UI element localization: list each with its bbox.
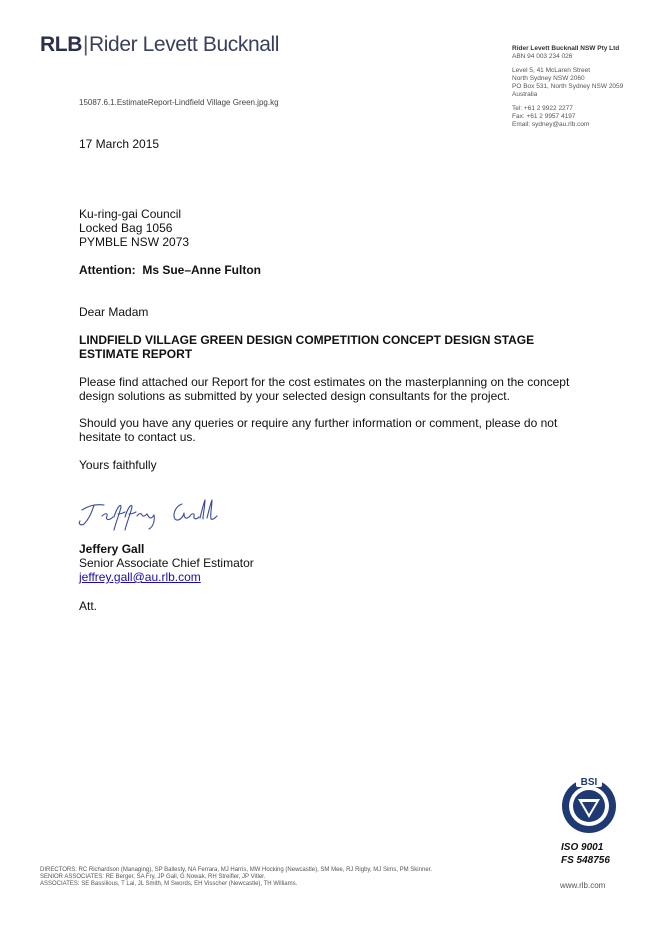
company-name: Rider Levett Bucknall NSW Pty Ltd (512, 45, 620, 52)
logo-separator: | (82, 33, 89, 56)
company-tel: Tel: +61 2 9922 2277 (512, 105, 573, 112)
company-logo (40, 33, 279, 57)
closing: Yours faithfully (79, 458, 157, 472)
address-line-2: North Sydney NSW 2060 (512, 75, 585, 82)
bsi-logo-text: BSI (580, 777, 598, 788)
attention-line: Attention: Ms Sue–Anne Fulton (79, 263, 261, 277)
paragraph-1 (79, 375, 569, 403)
subject-heading (79, 333, 534, 361)
signatory-title: Senior Associate Chief Estimator (79, 556, 254, 570)
handwritten-signature (74, 492, 224, 532)
logo-short: RLB (40, 33, 82, 56)
associates-line: ASSOCIATES: SE Bassilious, T Lai, JL Smith, M Swords, EH Visscher (Newcastle), TH Williams. (40, 881, 298, 887)
footer-directors (40, 867, 432, 888)
recipient-address (79, 207, 189, 249)
attachment-note: Att. (79, 599, 98, 613)
document-reference: 15087.6.1.EstimateReport-Lindfield Village Green.jpg.kg (79, 98, 279, 107)
paragraph-1-line-2: design solutions as submitted by your selected design consultants for the project. (79, 389, 510, 403)
paragraph-2 (79, 416, 557, 444)
company-abn: ABN 94 003 234 026 (512, 53, 573, 60)
recipient-line-1: Ku-ring-gai Council (79, 207, 182, 221)
logo-full: Rider Levett Bucknall (89, 33, 280, 56)
signatory-block (79, 542, 254, 584)
senior-associates-line: SENIOR ASSOCIATES: RE Berger, SA Fry, JP Gall, G Nowak, RH Streifler, JP Vitler. (40, 874, 266, 880)
bsi-certification-icon (558, 773, 620, 835)
company-email: Email: sydney@au.rlb.com (512, 121, 590, 128)
iso-line-2: FS 548756 (561, 855, 610, 866)
company-details (512, 45, 652, 129)
letter-date: 17 March 2015 (79, 137, 160, 151)
recipient-line-2: Locked Bag 1056 (79, 221, 173, 235)
directors-line: DIRECTORS: RC Richardson (Managing), SP Ballesty, NA Ferrara, MJ Harris, MW Hocking (Newcastle), SM Mee, RJ Rigby, MJ Sims, PM Skinner. (40, 867, 432, 873)
paragraph-1-line-1: Please find attached our Report for the cost estimates on the masterplanning on the concept (79, 375, 570, 389)
iso-certification (561, 841, 610, 867)
company-fax: Fax: +61 2 9957 4197 (512, 113, 576, 120)
iso-line-1: ISO 9001 (561, 842, 604, 853)
address-line-1: Level 5, 41 McLaren Street (512, 67, 591, 74)
subject-line-2: ESTIMATE REPORT (79, 347, 193, 361)
recipient-line-3: PYMBLE NSW 2073 (79, 235, 190, 249)
subject-line-1: LINDFIELD VILLAGE GREEN DESIGN COMPETITION CONCEPT DESIGN STAGE (79, 333, 535, 347)
address-line-4: Australia (512, 91, 538, 98)
paragraph-2-line-1: Should you have any queries or require any further information or comment, please do not (79, 416, 558, 430)
address-line-3: PO Box 531, North Sydney NSW 2059 (512, 83, 624, 90)
website-link[interactable]: www.rlb.com (560, 881, 606, 890)
signatory-email-link[interactable]: jeffrey.gall@au.rlb.com (79, 570, 201, 584)
signatory-name: Jeffery Gall (79, 542, 145, 556)
paragraph-2-line-2: hesitate to contact us. (79, 430, 196, 444)
salutation: Dear Madam (79, 305, 149, 319)
